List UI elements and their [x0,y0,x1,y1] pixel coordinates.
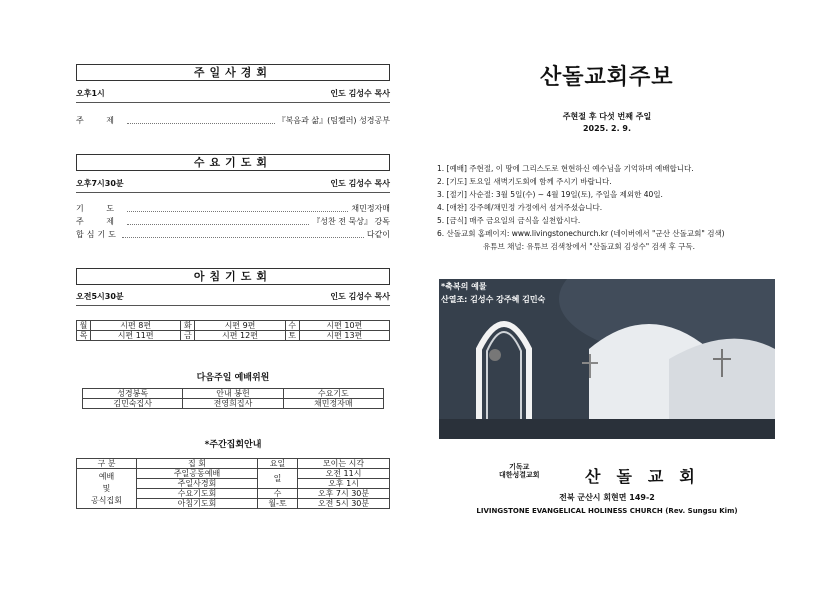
sunday-section-title: 주일사경회 [76,64,390,81]
row-value: 다같이 [366,230,390,239]
morning-time-row [76,291,390,303]
table-cell: 안내 봉헌 [183,389,283,399]
bulletin-sunday: 주현절 후 다섯 번째 주일 [562,112,652,121]
right-panel [437,0,777,590]
topic-key: 주 제 [76,116,124,125]
table-row [77,331,390,341]
photo-caption: *축복의 예물 [441,282,487,291]
table-cell: 전영희집사 [183,399,283,409]
sunday-leader: 인도 김성수 목사 [330,89,390,98]
table-cell: 모이는 시각 [298,459,390,469]
table-cell: 수요기도 [283,389,383,399]
church-photo [439,279,775,439]
table-cell: 주일공동예배 [137,469,258,479]
table-cell: 시편 11편 [91,331,181,341]
table-cell: 채민정자매 [283,399,383,409]
weekly-title: *주간집회안내 [204,440,262,450]
leader-dots [127,123,275,124]
wednesday-row [76,229,390,240]
row-key: 기 도 [76,204,124,213]
table-cell: 금 [181,331,195,341]
table-cell: 수 [258,489,298,499]
table-cell: 시편 13편 [299,331,389,341]
table-cell: 시편 10편 [299,321,389,331]
table-cell: 아침기도회 [137,499,258,509]
table-cell: 수요기도회 [137,489,258,499]
topic-value: 『복음과 삶』(팀켈러) 성경공부 [277,116,390,125]
wednesday-time-row [76,178,390,190]
table-cell: 오후 1시 [298,479,390,489]
next-week-title: 다음주일 예배위원 [196,373,270,383]
wednesday-row [76,203,390,214]
notice-item: 4. [애찬] 강주혜/채민정 가정에서 섬겨주셨습니다. [437,203,603,212]
divider [76,305,390,306]
notice-item: 3. [절기] 사순절: 3월 5일(수) ~ 4월 19일(토), 주일을 제외한 40일. [437,190,663,199]
morning-leader: 인도 김성수 목사 [330,292,390,301]
table-cell: 월-토 [258,499,298,509]
table-cell: 시편 12편 [195,331,285,341]
notice-item: 1. [예배] 주현절, 이 땅에 그리스도로 현현하신 예수님을 기억하며 예배합니다. [437,164,694,173]
wednesday-leader: 인도 김성수 목사 [330,179,390,188]
morning-time: 오전5시30분 [76,292,124,301]
table-cell: 구 분 [77,459,137,469]
table-cell: 오후 7시 30분 [298,489,390,499]
bulletin-title: 산돌교회주보 [540,64,674,90]
denomination-label: 기독교 대한성결교회 [499,463,540,479]
leader-dots [127,211,348,212]
table-cell: 주일사경회 [137,479,258,489]
table-row [77,459,390,469]
table-cell: 화 [181,321,195,331]
notice-item: 6. 산돌교회 홈페이지: www.livingstonechurch.kr (네이버에서 "군산 산돌교회" 검색) [437,229,725,238]
morning-psalm-table [76,320,390,341]
table-cell: 목 [77,331,91,341]
next-week-table [82,388,384,409]
morning-section-title: 아침기도회 [76,268,390,285]
notice-item: 유튜브 채널: 유튜브 검색창에서 "산돌교회 김성수" 검색 후 구독. [483,242,696,251]
table-cell: 수 [285,321,299,331]
table-row [77,321,390,331]
church-name: 산돌교회 [585,467,711,486]
table-cell: 성경봉독 [83,389,183,399]
divider [76,102,390,103]
divider [76,192,390,193]
church-address: 전북 군산시 회현면 149-2 [559,493,655,502]
table-cell: 예배 및 공식집회 [77,469,137,509]
table-cell: 월 [77,321,91,331]
table-cell: 시편 9편 [195,321,285,331]
row-key: 합심기도 [76,230,119,239]
notice-item: 5. [금식] 매주 금요일의 금식을 실천합시다. [437,216,581,225]
row-key: 주 제 [76,217,124,226]
table-row [83,399,384,409]
table-cell: 일 [258,469,298,489]
weekly-table [76,458,390,509]
table-cell: 오전 5시 30분 [298,499,390,509]
bulletin-date: 2025. 2. 9. [582,124,632,133]
leader-dots [122,237,364,238]
table-row [83,389,384,399]
table-cell: 집 회 [137,459,258,469]
table-cell: 김민숙집사 [83,399,183,409]
wednesday-section-title: 수요기도회 [76,154,390,171]
table-cell: 오전 11시 [298,469,390,479]
table-cell: 요일 [258,459,298,469]
leader-dots [127,224,309,225]
row-value: 채민정자매 [351,204,390,213]
church-english-name: LIVINGSTONE EVANGELICAL HOLINESS CHURCH (Rev. Sungsu Kim) [476,507,738,515]
table-row [77,469,390,479]
table-cell: 시편 8편 [91,321,181,331]
sunday-time-row [76,88,390,100]
table-cell: 토 [285,331,299,341]
sunday-time: 오후1시 [76,89,105,98]
photo-caption: 산열조: 김성수 강주혜 김민숙 [441,295,546,304]
wednesday-time: 오후7시30분 [76,179,124,188]
notice-item: 2. [기도] 토요일 새벽기도회에 함께 주시기 바랍니다. [437,177,612,186]
sunday-topic-row [76,115,390,126]
row-value: 『성찬 전 묵상』 강독 [312,217,390,226]
wednesday-row [76,216,390,227]
